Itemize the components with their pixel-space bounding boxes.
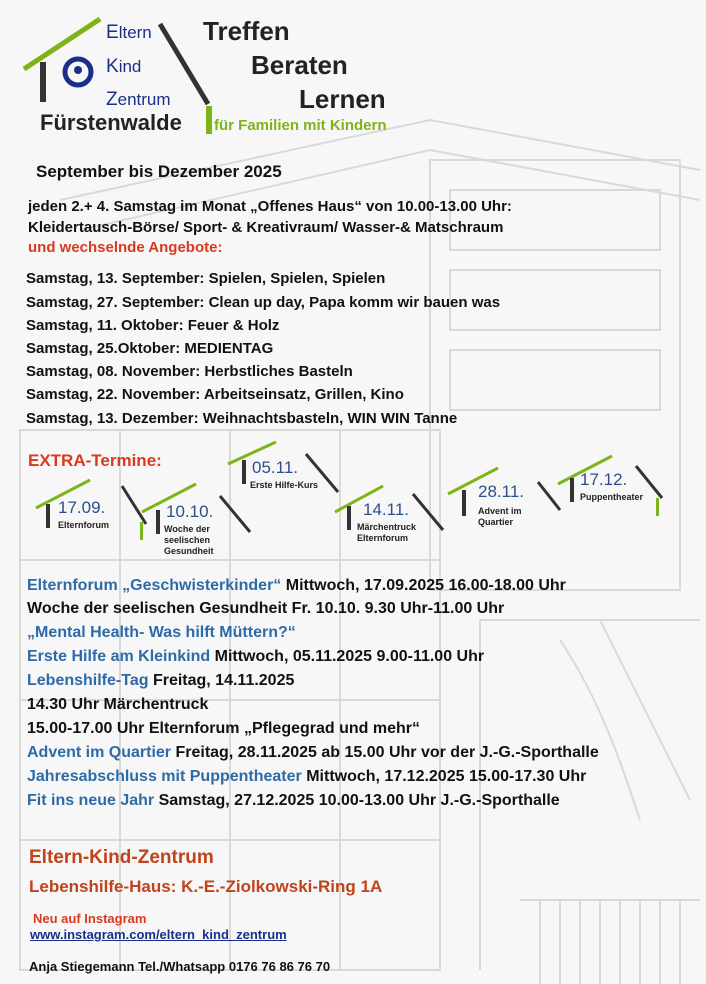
event-jahresabschluss (27, 768, 586, 786)
event-maerchentruck: 14.30 Uhr Märchentruck (27, 696, 209, 713)
open-house-line-3: und wechselnde Angebote: (28, 239, 223, 256)
event-pflegegrad: 15.00-17.00 Uhr Elternforum „Pflegegrad und mehr“ (27, 720, 420, 737)
event-details: Freitag, 28.11.2025 ab 15.00 Uhr vor der J.-G.-Sporthalle (171, 744, 599, 761)
logo-rest-zentrum: entrum (117, 90, 171, 109)
event-title: Advent im Quartier (27, 744, 172, 761)
extra-house-date: 05.11. (252, 458, 299, 477)
event-title: Fit ins neue Jahr (27, 792, 155, 809)
saturday-item: Samstag, 27. September: Clean up day, Papa komm wir bauen was (26, 294, 501, 311)
event-details: Freitag, 14.11.2025 (148, 672, 295, 689)
slogan-lernen: Lernen (299, 84, 386, 114)
extra-house-label: Puppentheater (580, 492, 644, 502)
period-title: September bis Dezember 2025 (36, 162, 282, 181)
event-title: Lebenshilfe-Tag (27, 672, 149, 689)
extra-house-date: 14.11. (363, 500, 410, 519)
logo-cap-k: K (106, 56, 119, 77)
extra-house-1709 (34, 478, 154, 548)
event-details: Mittwoch, 17.12.2025 15.00-17.30 Uhr (301, 768, 587, 785)
saturday-item: Samstag, 11. Oktober: Feuer & Holz (26, 317, 280, 334)
open-house-line-2: Kleidertausch-Börse/ Sport- & Kreativraum/ Wasser-& Matschraum (28, 219, 504, 236)
logo-line-eltern (106, 22, 152, 44)
extra-house-label: Märchentruck Elternforum (357, 522, 417, 543)
extra-house-date: 28.11. (478, 482, 525, 501)
event-title: Erste Hilfe am Kleinkind (27, 648, 211, 665)
footer-contact: Anja Stiegemann Tel./Whatsapp 0176 76 86 76 70 (29, 959, 331, 974)
extra-house-2811 (446, 464, 566, 534)
saturday-item: Samstag, 08. November: Herbstliches Basteln (26, 363, 353, 380)
extra-house-date: 10.10. (166, 502, 214, 521)
saturday-item: Samstag, 22. November: Arbeitseinsatz, Grillen, Kino (26, 386, 404, 403)
logo-rest-kind: ind (118, 57, 142, 76)
extra-house-1411 (333, 480, 453, 550)
extra-house-label: Erste Hilfe-Kurs (250, 480, 319, 490)
logo-line-zentrum (106, 89, 171, 111)
logo-rest-eltern: ltern (118, 23, 152, 42)
event-elternforum (27, 577, 566, 595)
logo-tagline: für Familien mit Kindern (214, 117, 387, 134)
saturday-item: Samstag, 13. September: Spielen, Spielen, Spielen (26, 270, 386, 287)
extra-house-label: Woche der seelischen Gesundheit (164, 524, 214, 556)
open-house-line-1: jeden 2.+ 4. Samstag im Monat „Offenes Haus“ von 10.00-13.00 Uhr: (28, 198, 512, 215)
logo-line-kind (106, 56, 141, 78)
extra-title: EXTRA-Termine: (28, 451, 162, 470)
event-seelische-gesundheit: Woche der seelischen Gesundheit Fr. 10.10. 9.30 Uhr-11.00 Uhr (27, 600, 505, 617)
event-mental-health: „Mental Health- Was hilft Müttern?“ (27, 624, 296, 641)
extra-house-0511 (226, 440, 346, 500)
event-advent (27, 744, 599, 762)
extra-house-label: Elternforum (58, 520, 110, 530)
extra-house-1712 (556, 454, 676, 524)
footer-instagram-link[interactable]: www.instagram.com/eltern_kind_zentrum (30, 927, 287, 942)
saturday-item: Samstag, 13. Dezember: Weihnachtsbasteln, WIN WIN Tanne (26, 410, 458, 427)
extra-house-date: 17.09. (58, 498, 106, 517)
logo-city: Fürstenwalde (40, 110, 182, 135)
event-details: Samstag, 27.12.2025 10.00-13.00 Uhr J.-G.-Sporthalle (154, 792, 560, 809)
saturday-item: Samstag, 25.Oktober: MEDIENTAG (26, 340, 274, 357)
logo-cap-e: E (106, 22, 119, 43)
event-lebenshilfe-tag (27, 672, 294, 690)
event-erste-hilfe (27, 648, 484, 666)
footer-address: Lebenshilfe-Haus: K.-E.-Ziolkowski-Ring 1A (29, 877, 383, 896)
event-title: Elternforum „Geschwisterkinder“ (27, 577, 282, 594)
footer-org: Eltern-Kind-Zentrum (29, 847, 214, 868)
event-fit-ins-neue-jahr (27, 792, 560, 810)
extra-house-label: Advent im Quartier (478, 506, 522, 527)
logo-cap-z: Z (106, 89, 118, 110)
event-details: Mittwoch, 17.09.2025 16.00-18.00 Uhr (281, 577, 566, 594)
event-details: Mittwoch, 05.11.2025 9.00-11.00 Uhr (210, 648, 485, 665)
footer-instagram-label: Neu auf Instagram (33, 911, 147, 926)
event-title: Jahresabschluss mit Puppentheater (27, 768, 302, 785)
slogan-treffen: Treffen (203, 16, 290, 46)
extra-house-date: 17.12. (580, 470, 628, 489)
slogan-beraten: Beraten (251, 50, 348, 80)
